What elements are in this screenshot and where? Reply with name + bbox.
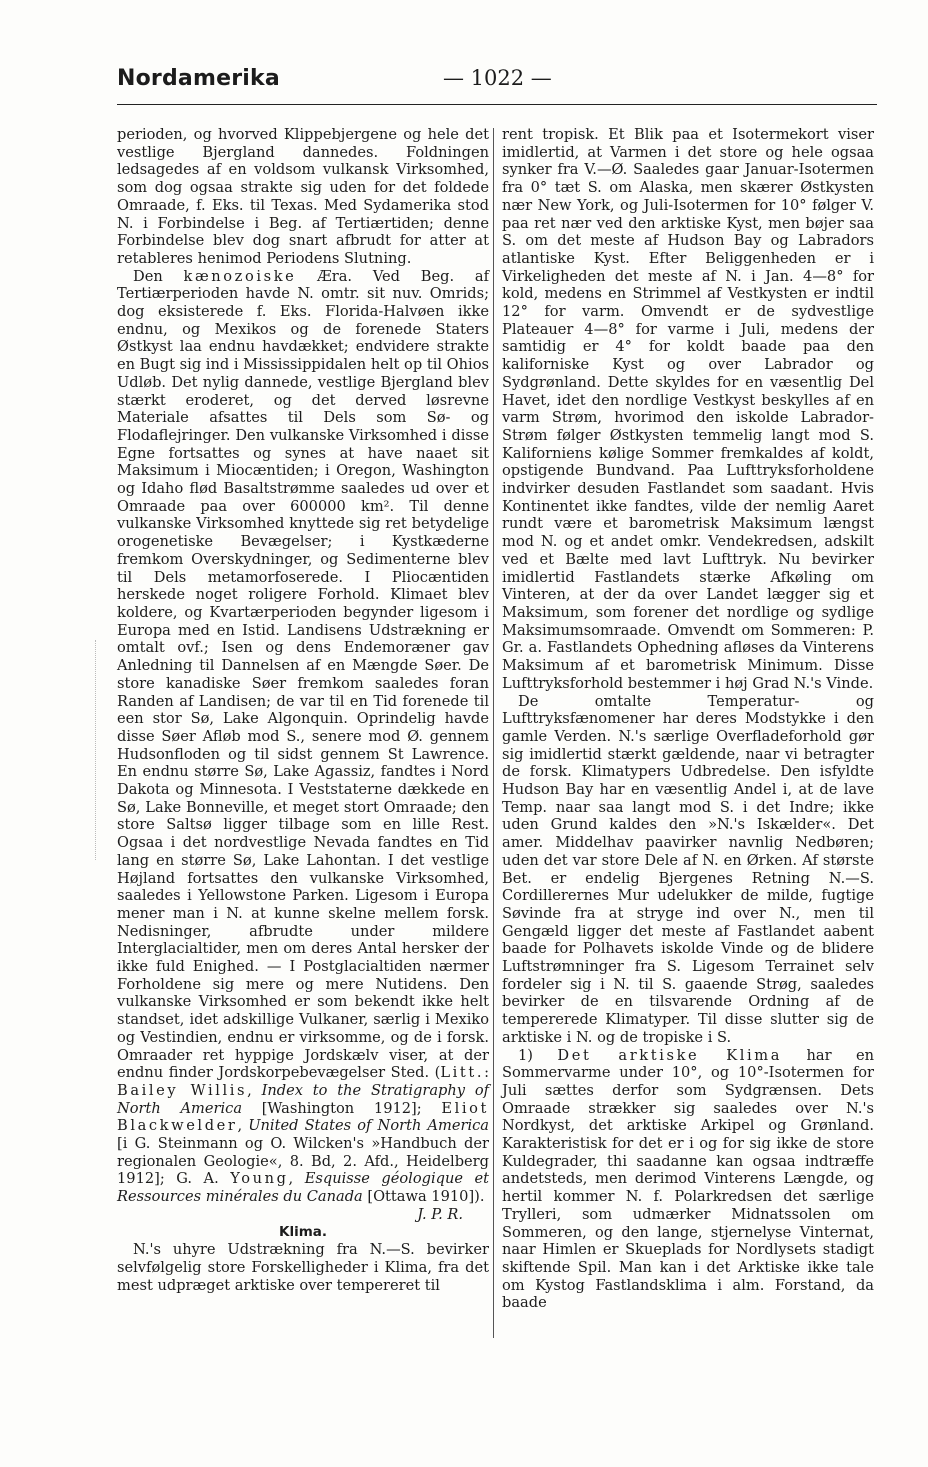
spaced-term: Det arktiske Klima — [557, 1046, 783, 1064]
spaced-term: kænozoiske — [183, 267, 297, 285]
paragraph: De omtalte Temperatur- og Lufttryksfænomener har deres Modstykke i den gamle Verden. N.'s særlige Overfladeforhold gør sig imidlertid stærkt gældende, naar vi betragter de forsk. Klimatypers Udbredelse. Den isfyldte Hudson Bay har en væsentlig Andel i, at de lave Temp. naar saa langt mod S. i det Indre; ikke uden Grund kaldes den »N.'s Iskælder«. Det amer. Middelhav paavirker navnlig Nedbøren; uden det var store Dele af N. en Ørken. Af største Bet. er endelig Bjergenes Retning N.—S. Cordillerernes Mur udelukker de milde, fugtige Søvinde fra at stryge ind over N., men til Gengæld ligger det meste af Fastlandet aabent baade for Polhavets iskolde Vinde og de blidere Luftstrømninger fra S. Ligesom Terrainet selv fordeler sig i N. til S. gaaende Strøg, saaledes bevirker de en tilsvarende Ordning af de tempererede Klimatyper. Til disse slutter sig de arktiske i N. og de tropiske i S. — [502, 692, 874, 1046]
work-title: Index to the Stratigraphy of North America — [117, 1081, 490, 1117]
author-signature: J. P. R. — [417, 1205, 463, 1223]
right-column — [502, 126, 874, 1312]
work-title: Esquisse géologique et Ressources minérales du Canada — [117, 1170, 489, 1206]
paragraph: perioden, og hvorved Klippebjergene og hele det vestlige Bjergland dannedes. Foldningen ledsagedes af en voldsom vulkansk Virksomhed, som dog ogsaa strakte sig uden for det foldede Omraade, f. Eks. til Texas. Med Sydamerika stod N. i Forbindelse i Beg. af Tertiærtiden; denne Forbindelse blev dog snart afbrudt for atter at retableres henimod Periodens Slutning. — [117, 126, 489, 267]
header-rule — [117, 104, 877, 105]
section-heading: Klima. — [278, 1223, 328, 1240]
running-title: Nordamerika — [117, 66, 280, 91]
author-name: Bailey Willis — [117, 1081, 248, 1099]
left-column — [117, 126, 489, 1294]
paragraph: 1) Det arktiske Klima har en Sommervarme under 10°, og 10°-Isotermen for Juli sættes derfor som Sydgrænsen. Dets Omraade strækker sig saaledes over N.'s Nordkyst, det arktiske Arkipel og Grønland. Karakteristisk for det er i og for sig ikke de store Kuldegrader, thi saadanne kan ogsaa indtræffe andetsteds, men derimod Vinterens Længde, og hertil kommer N. f. Polarkredsen det særlige Trylleri, som udmærker Midnatssolen om Sommeren, og den lange, stjernelyse Vinternat, naar Himlen er Skueplads for Nordlysets stadigt skiftende Spil. Man kan i det Arktiske ikke tale om Kystog Fastlandsklima i alm. Forstand, da baade — [502, 1046, 874, 1312]
paragraph: N.'s uhyre Udstrækning fra N.—S. bevirker selvfølgelig store Forskelligheder i Klima, fra det mest udpræget arktiske over tempereret til — [117, 1241, 489, 1294]
margin-mark — [95, 640, 96, 860]
author-name: Eliot Blackwelder — [117, 1099, 489, 1135]
paragraph: Den kænozoiske Æra. Ved Beg. af Tertiærperioden havde N. omtr. sit nuv. Omrids; dog eksisterede f. Eks. Florida-Halvøen ikke endnu, og Mexikos og de forenede Staters Østkyst laa endnu havdækket; endvidere strakte en Bugt sig ind i Mississippidalen helt op til Ohios Udløb. Det nylig dannede, vestlige Bjergland blev stærkt eroderet, og det derved løsrevne Materiale afsattes til Dels som Sø- og Flodaflejringer. Den vulkanske Virksomhed i disse Egne fortsattes og synes at have naaet sit Maksimum i Miocæntiden; i Oregon, Washington og Idaho flød Basaltstrømme saaledes ud over et Omraade paa over 600000 km². Til denne vulkanske Virksomhed knyttede sig ret betydelige orogenetiske Bevægelser; i Kystkæderne fremkom Overskydninger, og Sedimenterne blev til Dels metamorfoserede. I Pliocæntiden herskede noget roligere Forhold. Klimaet blev koldere, og Kvartærperioden begynder ligesom i Europa med en Istid. Landisens Udstrækning er omtalt ovf.; Isen og dens Endemoræner gav Anledning til Dannelsen af en Mængde Søer. De store kanadiske Søer fremkom saaledes foran Randen af Landisen; de var til en Tid forenede til een stor Sø, Lake Algonquin. Oprindelig havde disse Søer Afløb mod S., senere mod Ø. gennem Hudsonfloden og til sidst gennem St Lawrence. En endnu større Sø, Lake Agassiz, fandtes i Nord Dakota og Minnesota. I Veststaterne dækkede en Sø, Lake Bonneville, et meget stort Omraade; den store Saltsø ligger tilbage som en lille Rest. Ogsaa i det nordvestlige Nevada fandtes en Tid lang en større Sø, Lake Lahontan. I det vestlige Højland fortsattes den vulkanske Virksomhed, saaledes i Yellowstone Parken. Ligesom i Europa mener man i N. at kunne skelne mellem forsk. Nedisninger, afbrudte under mildere Interglacialtider, men om deres Antal hersker der ikke fuld Enighed. — I Postglacialtiden nærmer Forholdene sig mere og mere Nutidens. Den vulkanske Virksomhed er som bekendt ikke helt standset, idet adskillige Vulkaner, særlig i Mexiko og Vestindien, endnu er virksomme, og de i forsk. Omraader ret hyppige Jordskælv viser, at der endnu finder Jordskorpebevægelser Sted. (Litt.: Bailey Willis, Index to the Stratigraphy of North America [Washington 1912]; Eliot Blackwelder, United States of North America [i G. Steinmann og O. Wilcken's »Handbuch der regionalen Geologie«, 8. Bd, 2. Afd., Heidelberg 1912]; G. A. Young, Esquisse géologique et Ressources minérales du Canada [Ottawa 1910]). — [117, 267, 490, 1206]
literature-label: Litt. — [440, 1064, 485, 1082]
work-title: United States of North America — [248, 1117, 489, 1135]
author-name: Young — [230, 1170, 289, 1188]
page-header — [117, 66, 877, 102]
page-number: — 1022 — — [443, 66, 552, 90]
column-divider — [493, 128, 494, 1338]
paragraph: rent tropisk. Et Blik paa et Isotermekort viser imidlertid, at Varmen i det store og hele ogsaa synker fra V.—Ø. Saaledes gaar Januar-Isotermen fra 0° tæt S. om Alaska, men skærer Østkysten nær New York, og Juli-Isotermen for 10° følger V. paa ret nær ved den arktiske Kyst, men bøjer saa S. om det meste af Hudson Bay og Labradors atlantiske Kyst. Efter Beliggenheden er i Virkeligheden det meste af N. i Jan. 4—8° for kold, medens en Strimmel af Vestkysten er indtil 12° for varm. Omvendt er de sydvestlige Plateauer 4—8° for varme i Juli, medens der samtidig er 4° for koldt baade paa den kaliforniske Kyst og over Labrador og Sydgrønland. Dette skyldes for en væsentlig Del Havet, idet den nordlige Vestkyst beskylles af en varm Strøm, hvorimod den iskolde Labrador-Strøm følger Østkysten temmelig langt mod S. Kaliforniens kølige Sommer fremkaldes af koldt, opstigende Bundvand. Paa Lufttryksforholdene indvirker desuden Fastlandet som saadant. Hvis Kontinentet ikke fandtes, vilde der nemlig Aaret rundt være et barometrisk Maksimum længst mod N. og et andet omkr. Vendekredsen, adskilt ved et Bælte med lavt Lufttryk. Nu bevirker imidlertid Fastlandets stærke Afkøling om Vinteren, at der da over Landet lægger sig et Maksimum, som forener det nordlige og sydlige Maksimumsomraade. Omvendt om Sommeren: P. Gr. a. Fastlandets Ophedning afløses da Vinterens Maksimum af et barometrisk Minimum. Disse Lufttryksforhold bestemmer i høj Grad N.'s Vinde. — [502, 126, 874, 692]
